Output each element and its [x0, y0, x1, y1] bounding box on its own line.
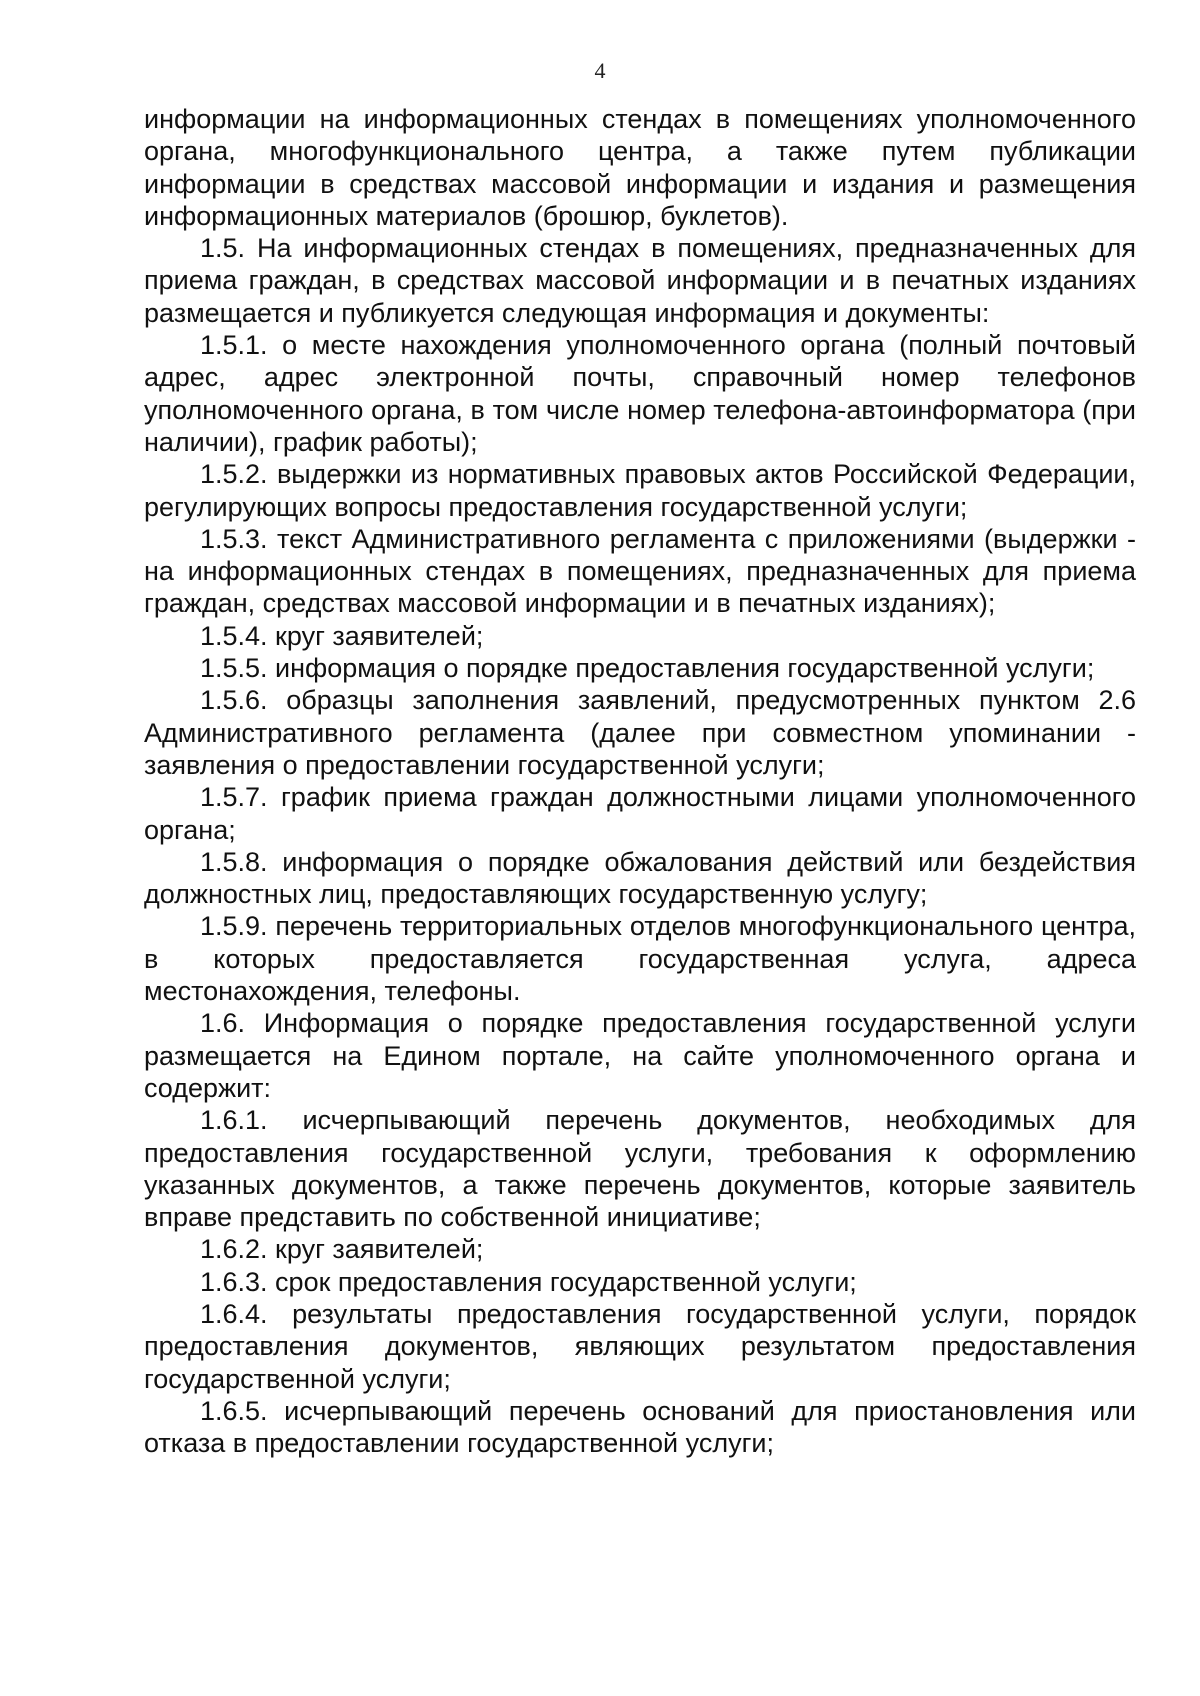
paragraph-1-6-5: 1.6.5. исчерпывающий перечень оснований для приостановления или отказа в предоставлении государственной услуги; — [144, 1395, 1136, 1459]
document-body — [144, 103, 1136, 1459]
paragraph-1-6-2: 1.6.2. круг заявителей; — [200, 1234, 484, 1265]
paragraph-1-6-1: 1.6.1. исчерпывающий перечень документов, необходимых для предоставления государственной услуги, требования к оформлению указанных документов, а также перечень документов, которые заявитель вправе представить по собственной инициативе; — [144, 1105, 1136, 1233]
paragraph-1-5-4: 1.5.4. круг заявителей; — [200, 620, 484, 651]
paragraph-1-5-8: 1.5.8. информация о порядке обжалования действий или бездействия должностных лиц, предоставляющих государственную услугу; — [144, 846, 1136, 910]
paragraph-1-5-6: 1.5.6. образцы заполнения заявлений, предусмотренных пунктом 2.6 Административного регламента (далее при совместном упоминании - заявления о предоставлении государственной услуги; — [144, 685, 1136, 780]
paragraph-1-5-9: 1.5.9. перечень территориальных отделов многофункционального центра, в которых предоставляется государственная услуга, адреса местонахождения, телефоны. — [144, 911, 1136, 1007]
page-number: 4 — [594, 58, 606, 83]
paragraph-1-6-3: 1.6.3. срок предоставления государственной услуги; — [200, 1266, 857, 1297]
paragraph-1-6-4: 1.6.4. результаты предоставления государственной услуги, порядок предоставления документов, являющих результатом предоставления государственной услуги; — [144, 1298, 1136, 1394]
paragraph-1-5: 1.5. На информационных стендах в помещениях, предназначенных для приема граждан, в средствах массовой информации и в печатных изданиях размещается и публикуется следующая информация и документы: — [144, 233, 1136, 328]
paragraph-1-5-3: 1.5.3. текст Административного регламента с приложениями (выдержки - на информационных стендах в помещениях, предназначенных для приема граждан, средствах массовой информации и в печатных изданиях); — [144, 523, 1136, 619]
paragraph-1-5-2: 1.5.2. выдержки из нормативных правовых актов Российской Федерации, регулирующих вопросы предоставления государственной услуги; — [144, 459, 1136, 522]
paragraph-intro-continuation: информации на информационных стендах в помещениях уполномоченного органа, многофункционального центра, а также путем публикации информации в средствах массовой информации и издания и размещения информационных материалов (брошюр, буклетов). — [144, 104, 1136, 231]
paragraph-1-5-1: 1.5.1. о месте нахождения уполномоченного органа (полный почтовый адрес, адрес электронной почты, справочный номер телефонов уполномоченного органа, в том числе номер телефона-автоинформатора (при наличии), график работы); — [144, 330, 1136, 457]
paragraph-1-5-5: 1.5.5. информация о порядке предоставления государственной услуги; — [200, 653, 1095, 684]
paragraph-1-5-7: 1.5.7. график приема граждан должностными лицами уполномоченного органа; — [144, 782, 1136, 845]
paragraph-1-6: 1.6. Информация о порядке предоставления государственной услуги размещается на Едином портале, на сайте уполномоченного органа и содержит: — [144, 1008, 1136, 1103]
